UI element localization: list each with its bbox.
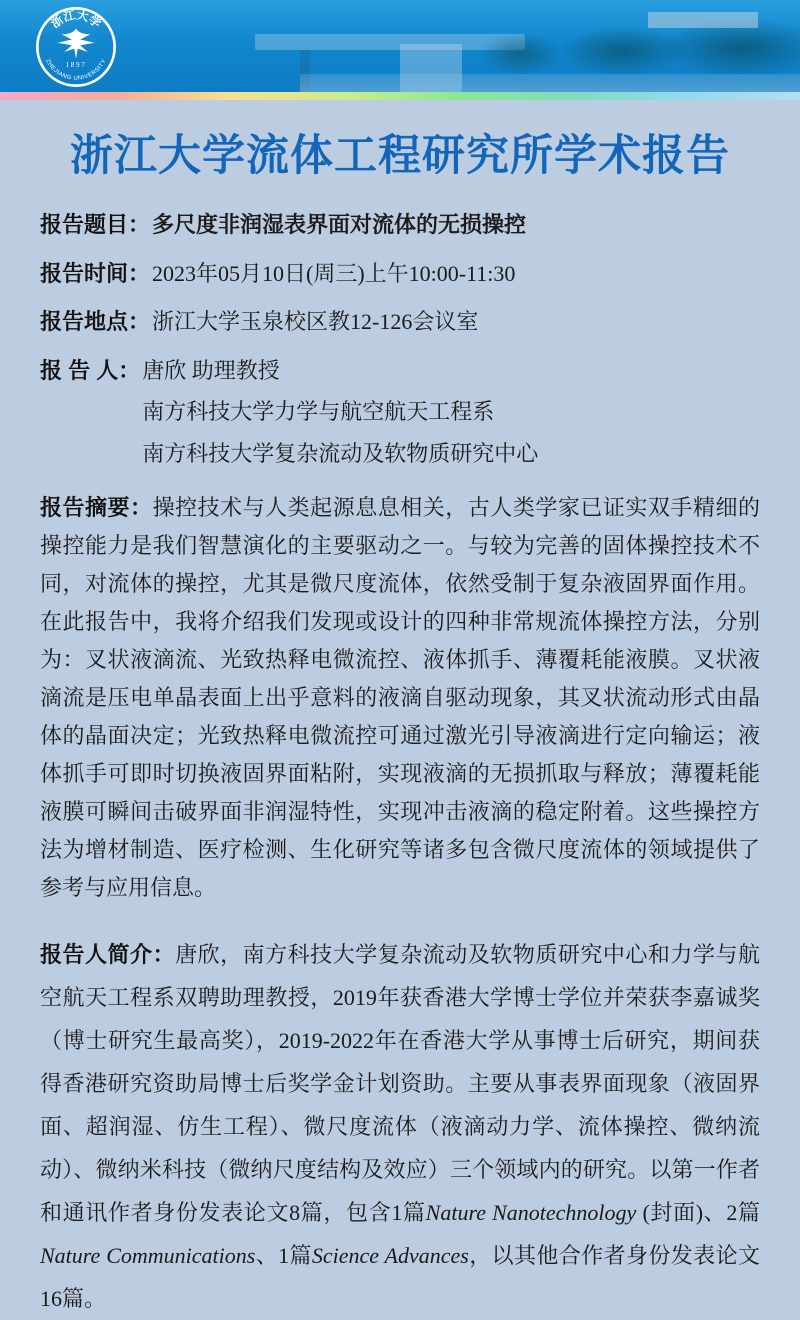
field-value-time: 2023年05月10日(周三)上午10:00-11:30 [152,260,516,286]
field-label-speaker: 报 告 人： [40,357,141,383]
speaker-name-title: 唐欣 助理教授 [142,357,280,383]
rainbow-divider [0,92,800,100]
bio-text: 唐欣，南方科技大学复杂流动及软物质研究中心和力学与航空航天工程系双聘助理教授，2019年获香港大学博士学位并荣获李嘉诚奖（博士研究生最高奖），2019-2022年在香港大学从事博士后研究，期间获得香港研究资助局博士后奖学金计划资助。主要从事表界面现象（液固界面、超润湿、仿生工程）、微尺度流体（液滴动力学、流体操控、微纳流动）、微纳米科技（微纳尺度结构及效应）三个领域内的研究。以第一作者和通讯作者身份发表论文8篇，包含1篇Nature Nanotechnology (封面)、2篇Nature Communications、1篇Science Advances，以其他合作者身份发表论文16篇。 [40,941,760,1311]
speaker-affiliation-1: 南方科技大学力学与航空航天工程系 [142,399,495,425]
field-speaker [40,357,760,469]
campus-ground [300,74,800,92]
abstract-label: 报告摘要： [40,494,153,520]
logo-university-name: ZHEJIANG UNIVERSITY [44,58,108,82]
speaker-affiliation-2: 南方科技大学复杂流动及软物质研究中心 [142,440,539,466]
zhejiang-university-logo [34,5,118,89]
field-report-location [40,308,760,337]
field-value-speaker [140,357,538,469]
svg-text:浙江大学 [48,8,104,31]
page-title: 浙江大学流体工程研究所学术报告 [70,132,730,180]
field-label-topic: 报告题目： [40,212,151,237]
bio-label: 报告人简介： [40,941,176,967]
bio-paragraph [40,933,760,1320]
campus-photo [0,0,800,92]
field-report-time [40,260,760,289]
field-label-time: 报告时间： [40,260,151,286]
field-report-topic [40,211,760,240]
field-label-location: 报告地点： [40,309,151,335]
header-banner [0,0,800,92]
logo-chinese-name: 浙江大学 [48,8,104,31]
field-value-location: 浙江大学玉泉校区教12-126会议室 [152,309,479,335]
field-value-topic: 多尺度非润湿表界面对流体的无损操控 [152,212,527,237]
abstract-text: 操控技术与人类起源息息相关，古人类学家已证实双手精细的操控能力是我们智慧演化的主要驱动之一。与较为完善的固体操控技术不同，对流体的操控，尤其是微尺度流体，依然受制于复杂液固界面作用。在此报告中，我将介绍我们发现或设计的四种非常规流体操控方法，分别为：叉状液滴流、光致热释电微流控、液体抓手、薄覆耗能液膜。叉状液滴流是压电单晶表面上出乎意料的液滴自驱动现象，其叉状流动形式由晶体的晶面决定；光致热释电微流控可通过激光引导液滴进行定向输运；液体抓手可即时切换液固界面粘附，实现液滴的无损抓取与释放；薄覆耗能液膜可瞬间击破界面非润湿特性，实现冲击液滴的稳定附着。这些操控方法为增材制造、医疗检测、生化研究等诸多包含微尺度流体的领域提供了参考与应用信息。 [40,494,760,900]
abstract-paragraph [40,489,760,907]
logo-year: 1897 [65,61,87,70]
campus-building [648,12,758,28]
eagle-icon [58,29,95,59]
poster-body [0,122,800,1320]
